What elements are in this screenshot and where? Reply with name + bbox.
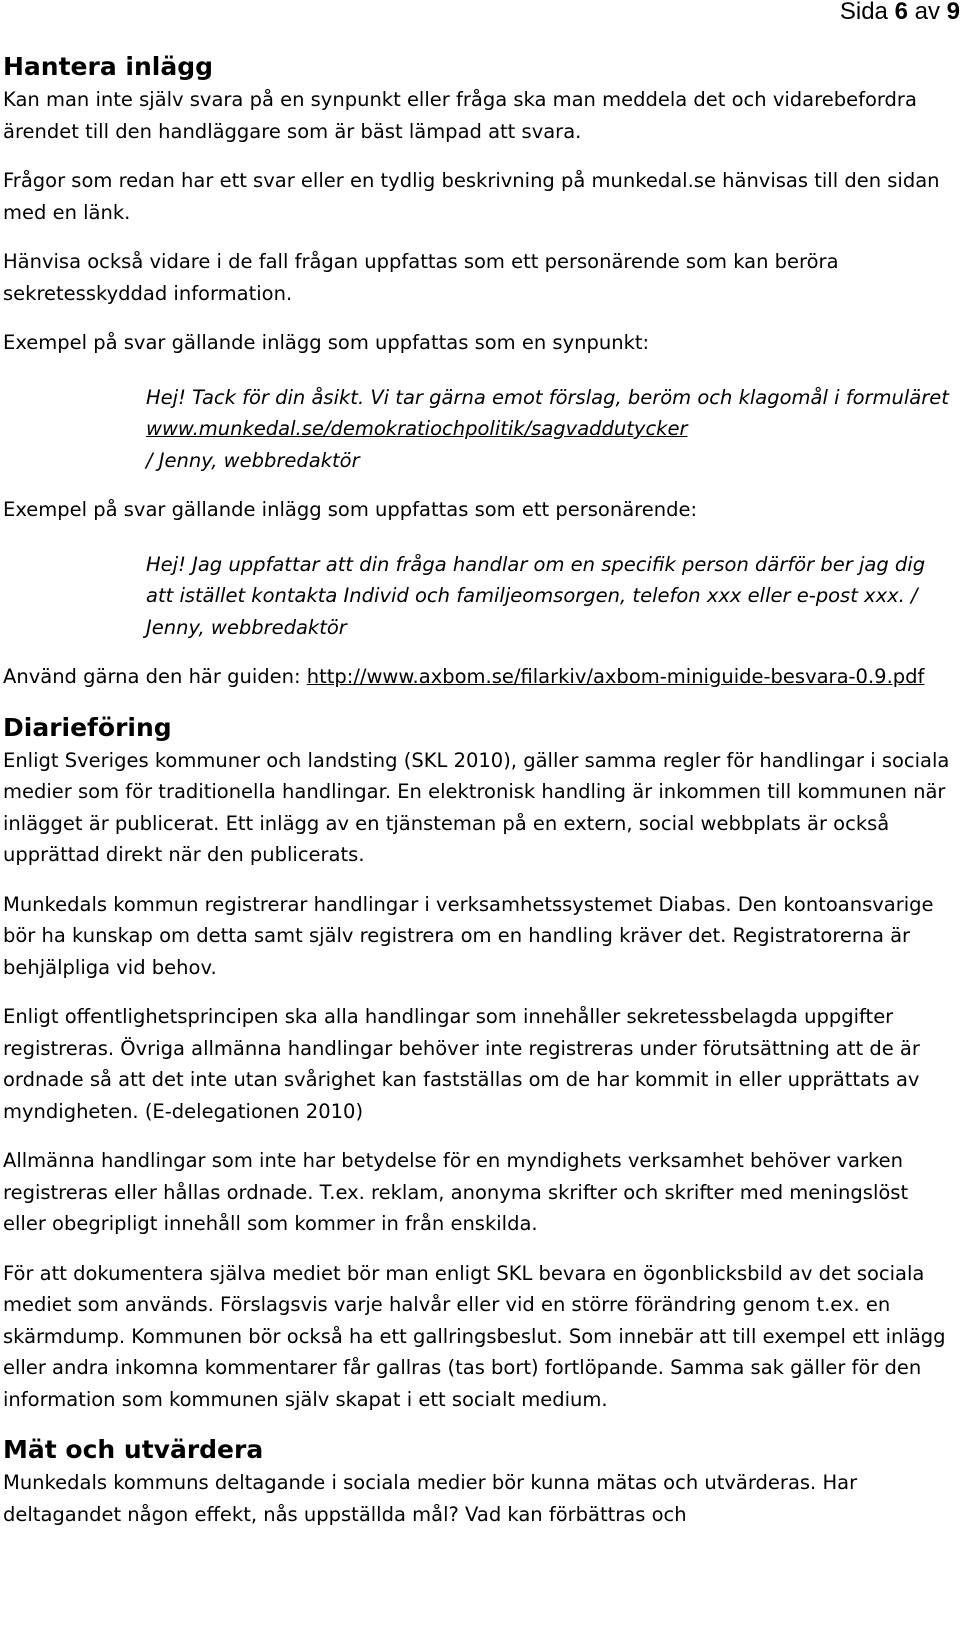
paragraph-diarieforing-4: Allmänna handlingar som inte har betydelse för en myndighets verksamhet behöver varken registreras eller hållas ordnade. T.ex. reklam, anonyma skrifter och skrifter med meningslöst eller obegripligt innehåll som kommer in från enskilda. [3,1149,909,1235]
paragraph-diarieforing-3: Enligt offentlighetsprincipen ska alla handlingar som innehåller sekretessbelagda uppgifter registreras. Övriga allmänna handlingar behöver inte registreras under förutsättning att de är ordnade så att det inte utan svårighet kan fastställas om de har kommit in eller upprättats av myndigheten. (E-delegationen 2010) [3,1005,920,1123]
reply-example-personarende: Hej! Jag uppfattar att din fråga handlar om en specifik person därför ber jag dig att istället kontakta Individ och familjeomsorgen, telefon xxx eller e-post xxx. / Jenny, webbredaktör [146,552,926,639]
reply-example-synpunkt [146,382,953,477]
paragraph-hantera-3: Hänvisa också vidare i de fall frågan uppfattas som ett personärende som kan beröra sekretesskyddad information. [3,250,839,305]
guide-label: Använd gärna den här guiden: [3,665,301,688]
page-number-total: 9 [946,0,960,25]
page-number-prefix: Sida [839,0,888,25]
paragraph-hantera-5: Exempel på svar gällande inlägg som uppfattas som ett personärende: [3,498,698,521]
paragraph-hantera-4: Exempel på svar gällande inlägg som uppfattas som en synpunkt: [3,331,650,354]
paragraph-guide [3,661,953,693]
guide-link[interactable]: http://www.axbom.se/filarkiv/axbom-miniguide-besvara-0.9.pdf [306,665,925,688]
paragraph-hantera-1: Kan man inte själv svara på en synpunkt eller fråga ska man meddela det och vidarebefordra ärendet till den handläggare som är bäst lämpad att svara. [3,88,917,143]
heading-hantera-inlagg: Hantera inlägg [3,52,213,81]
heading-mat-och-utvardera: Mät och utvärdera [3,1435,264,1464]
reply-synpunkt-signature: / Jenny, webbredaktör [146,448,360,472]
reply-synpunkt-text: Hej! Tack för din åsikt. Vi tar gärna emot förslag, beröm och klagomål i formuläret [146,385,949,409]
document-body [3,50,953,1530]
paragraph-hantera-2: Frågor som redan har ett svar eller en tydlig beskrivning på munkedal.se hänvisas till den sidan med en länk. [3,169,940,224]
formular-link[interactable]: www.munkedal.se/demokratiochpolitik/sagvaddutycker [146,417,688,440]
page-number [840,0,960,24]
paragraph-diarieforing-1: Enligt Sveriges kommuner och landsting (SKL 2010), gäller samma regler för handlingar i sociala medier som för traditionella handlingar. En elektronisk handling är inkommen till kommunen när inlägget är publicerat. Ett inlägg av en tjänsteman på en extern, social webbplats är också upprättad direkt när den publicerats. [3,748,950,866]
paragraph-diarieforing-5: För att dokumentera själva mediet bör man enligt SKL bevara en ögonblicksbild av det sociala mediet som används. Förslagsvis varje halvår eller vid en större förändring genom t.ex. en skärmdump. Kommunen bör också ha ett gallringsbeslut. Som innebär att till exempel ett inlägg eller andra inkomna kommentarer får gallras (tas bort) fortlöpande. Samma sak gäller för den information som kommunen själv skapat i ett socialt medium. [3,1261,946,1411]
heading-diarieforing: Diarieföring [3,712,172,742]
page-number-separator: av [914,0,940,25]
paragraph-diarieforing-2: Munkedals kommun registrerar handlingar i verksamhetssystemet Diabas. Den kontoansvarige bör ha kunskap om detta samt själv registrera om en handling kräver det. Registratorerna är behjälpliga vid behov. [3,892,934,979]
paragraph-mat-1: Munkedals kommuns deltagande i sociala medier bör kunna mätas och utvärderas. Har deltagandet någon effekt, nås uppställda mål? Vad kan förbättras och [3,1471,858,1526]
page-number-current: 6 [894,0,908,25]
